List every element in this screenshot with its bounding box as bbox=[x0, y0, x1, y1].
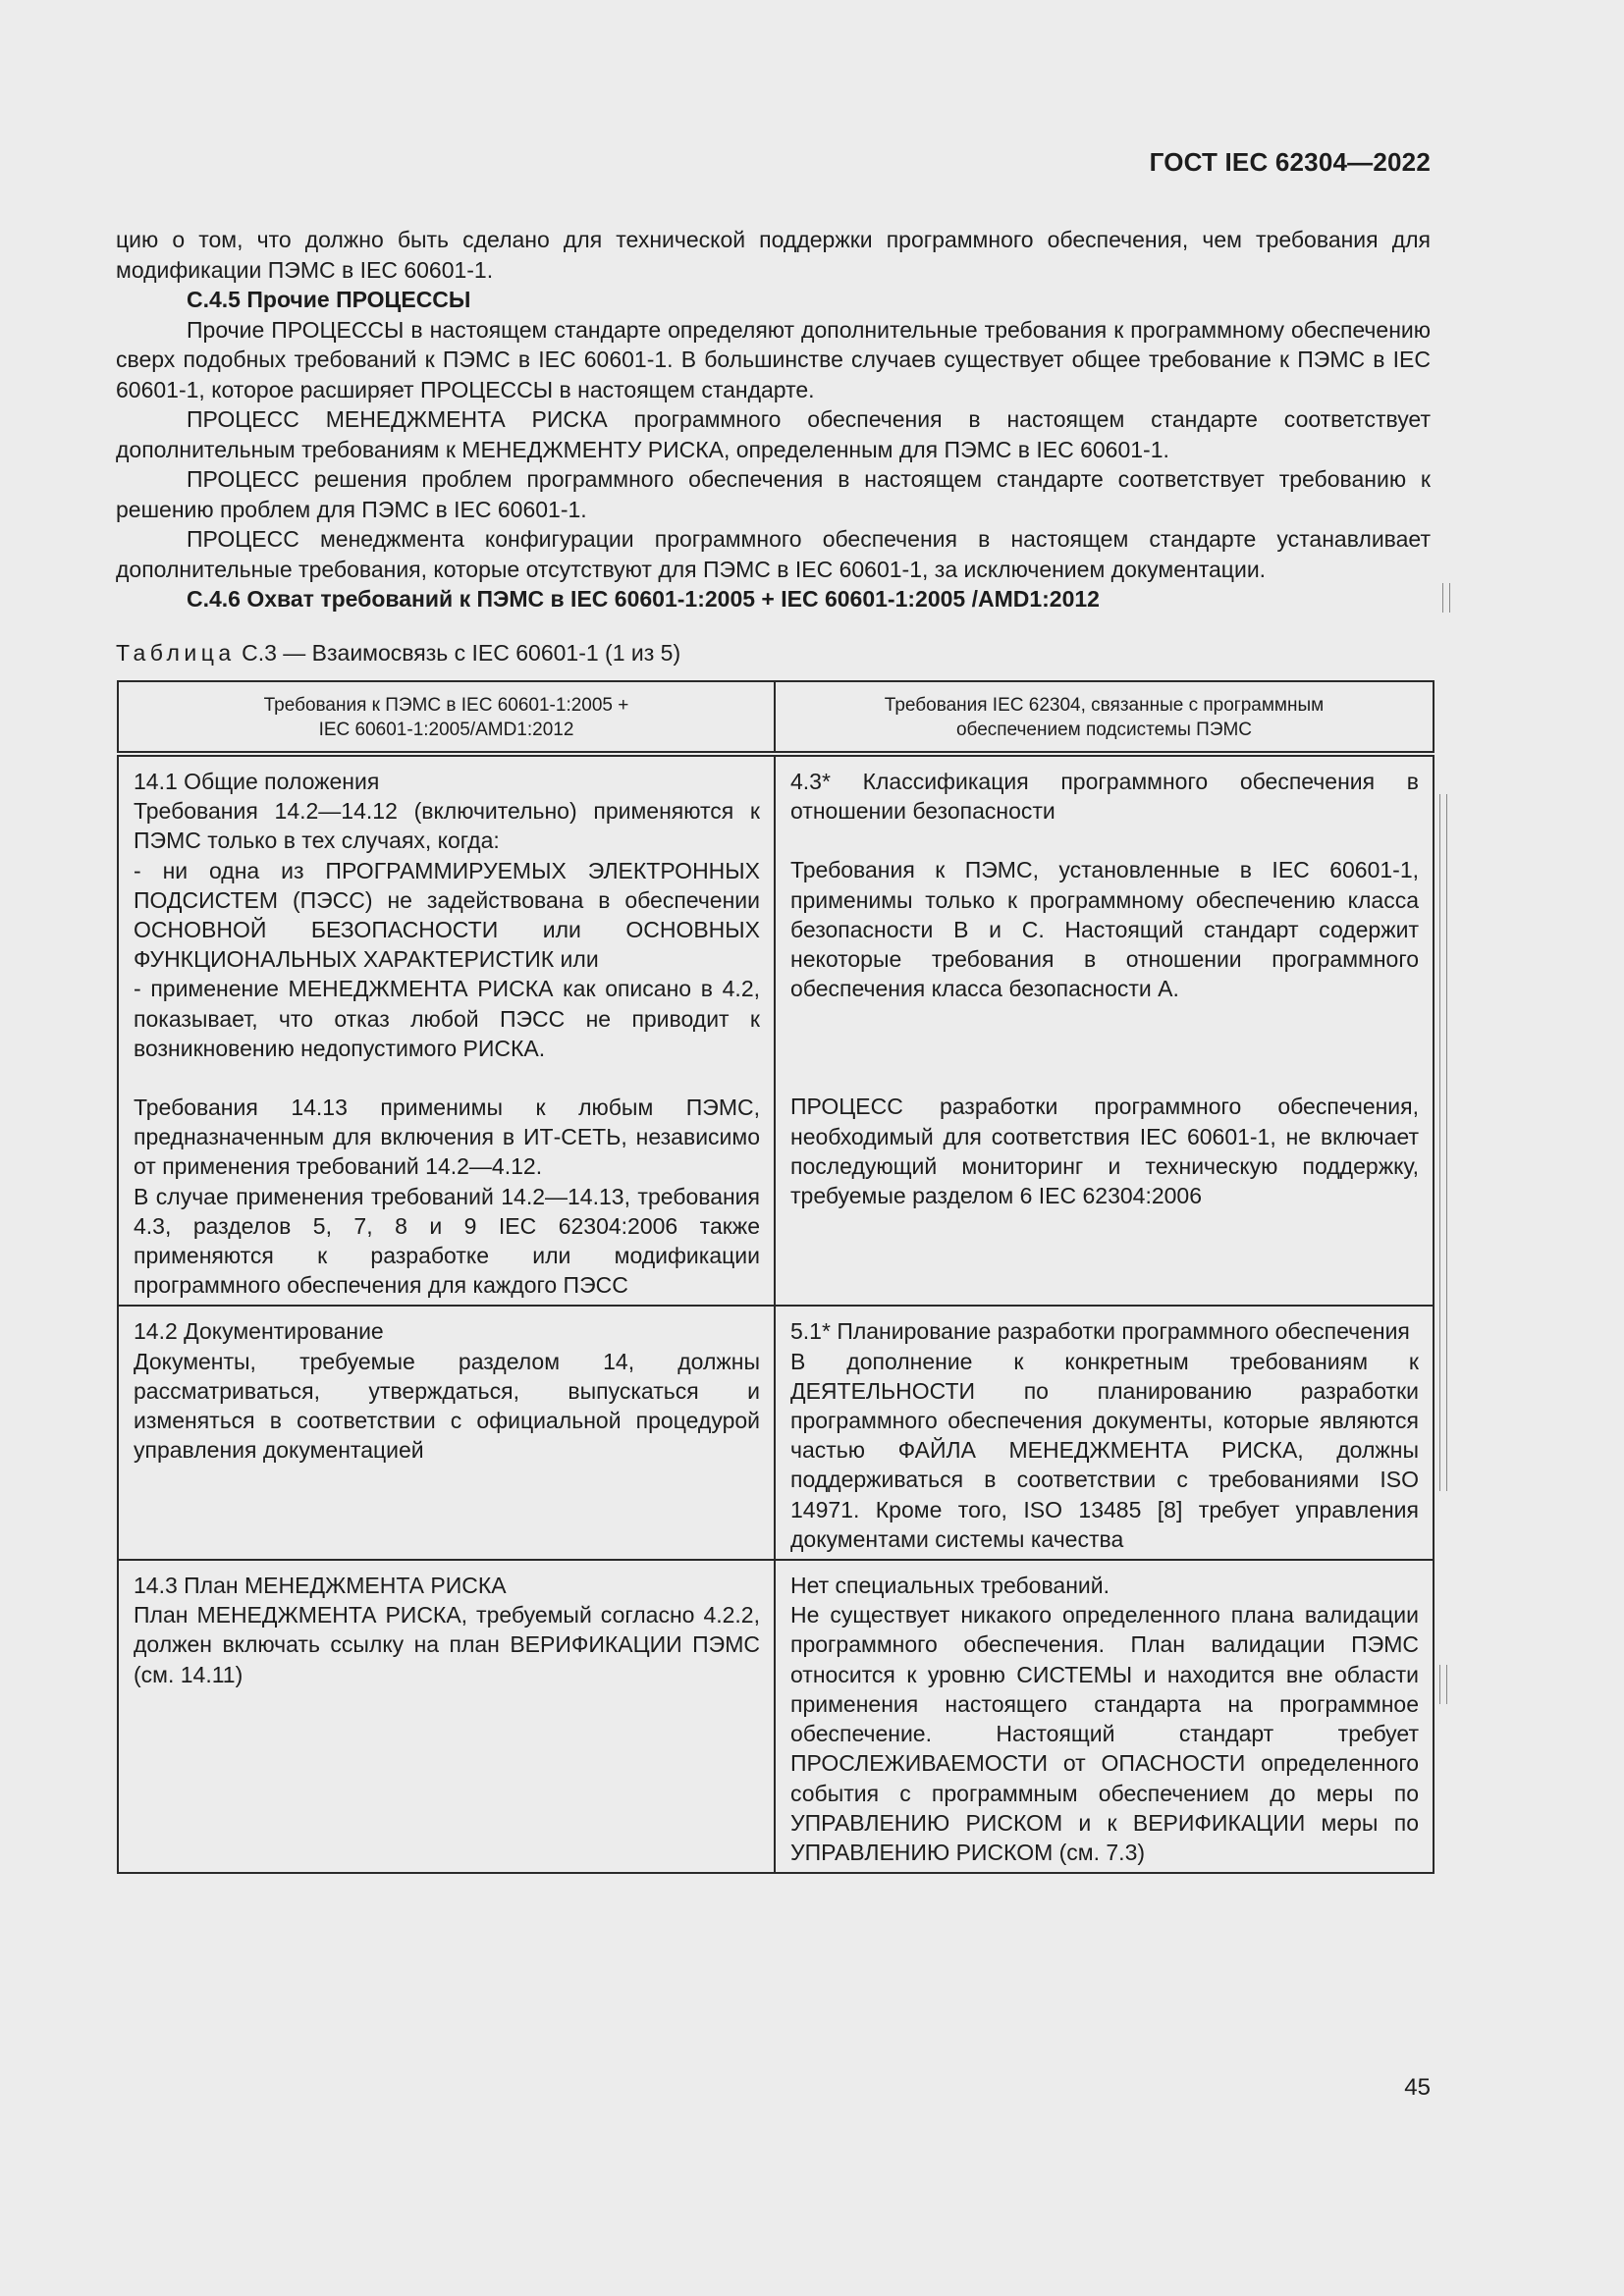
requirements-table bbox=[117, 680, 1435, 1874]
revision-marker bbox=[1439, 1665, 1447, 1704]
table-header-iec62304: Требования IEC 62304, связанные с программным обеспечением подсистемы ПЭМС bbox=[775, 681, 1434, 754]
table-cell-iec62304-requirement bbox=[775, 754, 1434, 1306]
blank-line bbox=[790, 1062, 1419, 1092]
section-heading: С.4.6 Охват требований к ПЭМС в IEC 60601-1:2005 + IEC 60601-1:2005 /AMD1:2012 bbox=[187, 586, 1100, 612]
cell-text-line: ПРОЦЕСС разработки программного обеспечения, необходимый для соответствия IEC 60601-1, не включает последующий мониторинг и техническую поддержку, требуемые разделом 6 IEC 62304:2006 bbox=[790, 1094, 1419, 1209]
table-row bbox=[118, 1560, 1434, 1873]
table-cell-emes-requirement bbox=[118, 1560, 775, 1873]
table-header-emes: Требования к ПЭМС в IEC 60601-1:2005 + IEC 60601-1:2005/AMD1:2012 bbox=[118, 681, 775, 754]
body-paragraph: ПРОЦЕСС МЕНЕДЖМЕНТА РИСКА программного обеспечения в настоящем стандарте соответствует дополнительным требованиям к МЕНЕДЖМЕНТУ РИСКА, определенным для ПЭМС в IEC 60601-1. bbox=[116, 406, 1431, 462]
table-cell-iec62304-requirement bbox=[775, 1560, 1434, 1873]
table-cell-iec62304-requirement bbox=[775, 1306, 1434, 1560]
blank-line bbox=[790, 1003, 1419, 1033]
cell-text-line: 14.1 Общие положения bbox=[134, 769, 380, 794]
cell-text-line: 14.2 Документирование bbox=[134, 1318, 384, 1345]
cell-text-line: - ни одна из ПРОГРАММИРУЕМЫХ ЭЛЕКТРОННЫХ ПОДСИСТЕМ (ПЭСС) не задействована в обеспечении ОСНОВНОЙ БЕЗОПАСНОСТИ или ОСНОВНЫХ ФУНКЦИОНАЛЬНЫХ ХАРАКТЕРИСТИК или bbox=[134, 857, 760, 973]
cell-text-line: В дополнение к конкретным требованиям к ДЕЯТЕЛЬНОСТИ по планированию разработки программного обеспечения документы, которые являются частью ФАЙЛА МЕНЕДЖМЕНТА РИСКА, должны поддерживаться в соответствии с требованиями ISO 14971. Кроме того, ISO 13485 [8] требует управления документами системы качества bbox=[790, 1348, 1419, 1552]
cell-text-line: Требования к ПЭМС, установленные в IEC 60601-1, применимы только к программному обеспечению класса безопасности В и С. Настоящий стандарт содержит некоторые требования в отношении программного обеспечения класса безопасности А. bbox=[790, 857, 1419, 1002]
cell-text-line: В случае применения требований 14.2—14.13, требования 4.3, разделов 5, 7, 8 и 9 IEC 62304:2006 также применяются к разработке или модификации программного обеспечения для каждого ПЭСС bbox=[134, 1183, 760, 1299]
page-number: 45 bbox=[1404, 2074, 1431, 2101]
revision-marker bbox=[1442, 583, 1450, 613]
table-cell-emes-requirement bbox=[118, 1306, 775, 1560]
body-paragraph: ПРОЦЕСС решения проблем программного обеспечения в настоящем стандарте соответствует требованию к решению проблем для ПЭМС в IEC 60601-1. bbox=[116, 466, 1431, 522]
cell-text-line: План МЕНЕДЖМЕНТА РИСКА, требуемый согласно 4.2.2, должен включать ссылку на план ВЕРИФИКАЦИИ ПЭМС (см. 14.11) bbox=[134, 1602, 760, 1687]
table-row bbox=[118, 1306, 1434, 1560]
cell-text-line: Нет специальных требований. bbox=[790, 1573, 1110, 1599]
table-cell-emes-requirement bbox=[118, 754, 775, 1306]
cell-text-line: 5.1* Планирование разработки программного обеспечения bbox=[790, 1318, 1410, 1345]
table-header-row bbox=[118, 681, 1434, 754]
table-caption-title: С.3 — Взаимосвязь с IEC 60601-1 (1 из 5) bbox=[242, 640, 681, 666]
cell-text-line: Требования 14.2—14.12 (включительно) применяются к ПЭМС только в тех случаях, когда: bbox=[134, 798, 760, 854]
cell-text-line: 4.3* Классификация программного обеспечения в отношении безопасности bbox=[790, 769, 1419, 825]
cell-text-line: 14.3 План МЕНЕДЖМЕНТА РИСКА bbox=[134, 1573, 507, 1599]
table-caption-label: Таблица bbox=[116, 640, 236, 666]
cell-text-line: Требования 14.13 применимы к любым ПЭМС, предназначенным для включения в ИТ-СЕТЬ, независимо от применения требований 14.2—4.12. bbox=[134, 1095, 760, 1180]
body-text bbox=[116, 225, 1431, 614]
blank-line bbox=[790, 1033, 1419, 1062]
cell-text-line: Не существует никакого определенного плана валидации программного обеспечения. План валидации ПЭМС относится к уровню СИСТЕМЫ и находится вне области применения настоящего стандарта на программное обеспечение. Настоящий стандарт требует ПРОСЛЕЖИВАЕМОСТИ от ОПАСНОСТИ определенного события с программным обеспечением до меры по УПРАВЛЕНИЮ РИСКОМ и к ВЕРИФИКАЦИИ меры по УПРАВЛЕНИЮ РИСКОМ (см. 7.3) bbox=[790, 1602, 1419, 1865]
cell-text-line: Документы, требуемые разделом 14, должны рассматриваться, утверждаться, выпускаться и изменяться в соответствии с официальной процедурой управления документацией bbox=[134, 1348, 760, 1464]
blank-line bbox=[134, 1063, 760, 1093]
blank-line bbox=[790, 826, 1419, 855]
table-caption bbox=[116, 638, 680, 667]
body-paragraph: ПРОЦЕСС менеджмента конфигурации программного обеспечения в настоящем стандарте устанавливает дополнительные требования, которые отсутствуют для ПЭМС в IEC 60601-1, за исключением документации. bbox=[116, 526, 1431, 582]
cell-text-line: - применение МЕНЕДЖМЕНТА РИСКА как описано в 4.2, показывает, что отказ любой ПЭСС не приводит к возникновению недопустимого РИСКА. bbox=[134, 976, 760, 1061]
revision-marker bbox=[1439, 794, 1447, 1491]
document-code-header: ГОСТ IEC 62304—2022 bbox=[1149, 147, 1431, 177]
table-row bbox=[118, 754, 1434, 1306]
body-paragraph: Прочие ПРОЦЕССЫ в настоящем стандарте определяют дополнительные требования к программному обеспечению сверх подобных требований к ПЭМС в IEC 60601-1. В большинстве случаев существует общее требование к ПЭМС в IEC 60601-1, которое расширяет ПРОЦЕССЫ в настоящем стандарте. bbox=[116, 316, 1431, 402]
body-paragraph: цию о том, что должно быть сделано для технической поддержки программного обеспечения, чем требования для модификации ПЭМС в IEC 60601-1. bbox=[116, 227, 1431, 283]
section-heading: С.4.5 Прочие ПРОЦЕССЫ bbox=[187, 287, 471, 312]
